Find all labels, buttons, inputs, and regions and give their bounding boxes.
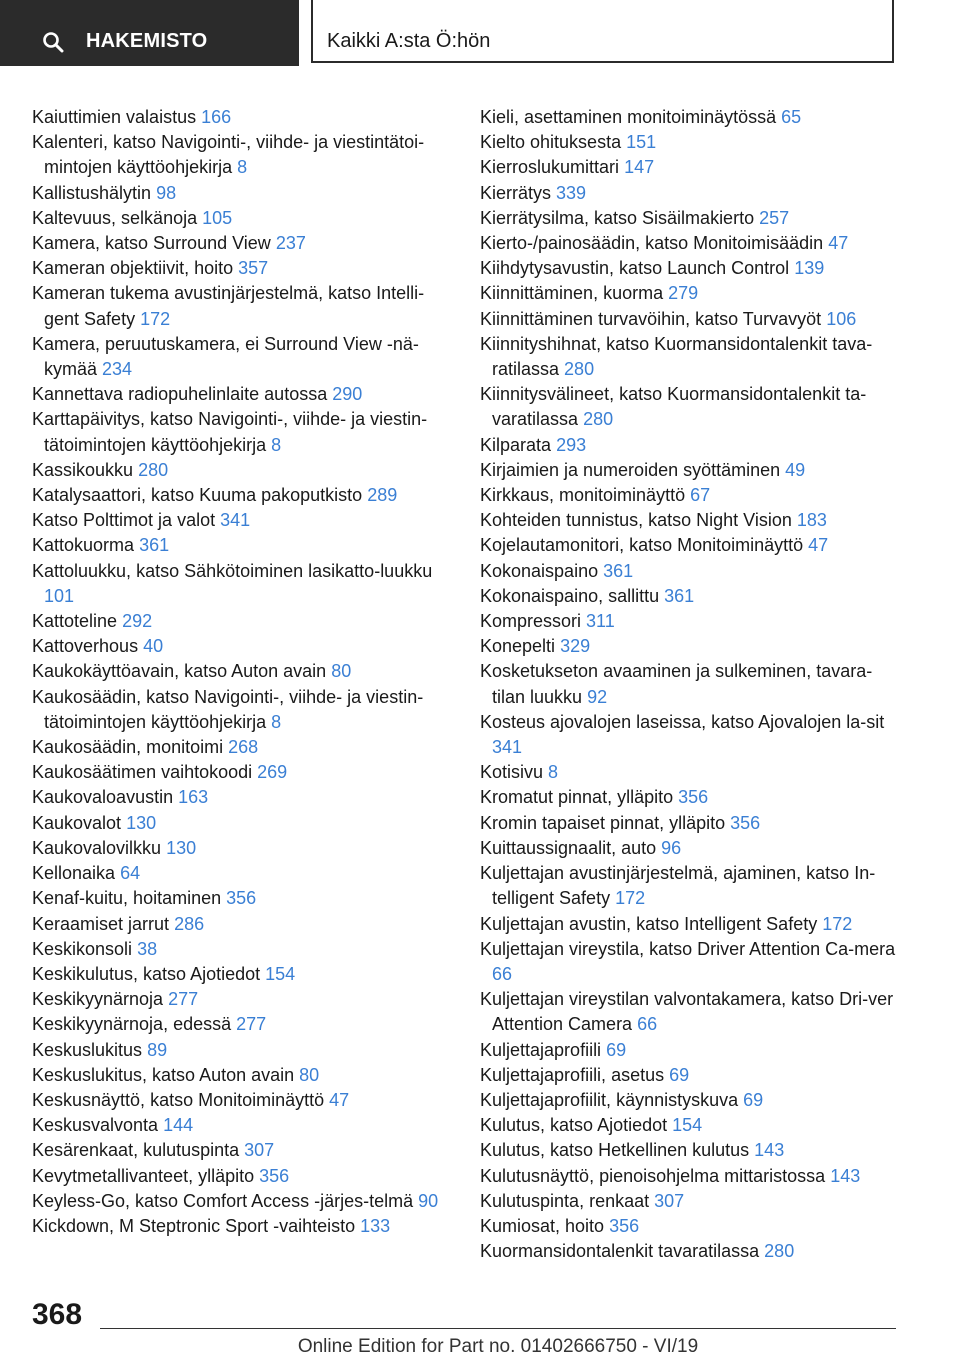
page-link[interactable]: 341: [492, 737, 523, 758]
index-entry: [32, 760, 452, 785]
page-link[interactable]: 47: [828, 233, 849, 254]
index-entry-text: Konepelti: [480, 636, 556, 657]
index-entry-text: Kielto ohituksesta: [480, 132, 622, 153]
index-entry-text: Keskusnäyttö, katso Monitoiminäyttö: [32, 1089, 325, 1110]
index-entry: [480, 811, 900, 836]
index-entry: [480, 1239, 900, 1264]
page-link[interactable]: 8: [237, 157, 248, 178]
page-link[interactable]: 69: [606, 1039, 627, 1060]
index-entry-text: Keskuslukitus, katso Auton avain: [32, 1064, 295, 1085]
index-entry: [32, 407, 452, 457]
index-entry-text: Karttapäivitys, katso Navigointi-, viihde- ja viestin-tätoimintojen käyttöohjekirja: [32, 409, 428, 455]
index-entry: [480, 181, 900, 206]
page-link[interactable]: 339: [556, 182, 587, 203]
page-link[interactable]: 293: [556, 434, 587, 455]
page-link[interactable]: 105: [202, 207, 233, 228]
page-link[interactable]: 130: [126, 812, 157, 833]
index-entry: [32, 609, 452, 634]
index-entry: [32, 105, 452, 130]
page-link[interactable]: 341: [220, 510, 251, 531]
index-entry-text: Kuljettajan vireystila, katso Driver Attention Ca-mera: [480, 938, 896, 959]
index-entry: [32, 937, 452, 962]
page-link[interactable]: 66: [637, 1014, 658, 1035]
index-entry-text: Kuljettajan vireystilan valvontakamera, katso Dri-ver Attention Camera: [480, 989, 894, 1035]
page-link[interactable]: 237: [275, 233, 306, 254]
index-entry: [480, 937, 900, 987]
index-entry: [480, 559, 900, 584]
page-link[interactable]: 356: [609, 1215, 640, 1236]
index-entry-text: Katso Polttimot ja valot: [32, 510, 216, 531]
page-link[interactable]: 80: [331, 661, 352, 682]
index-entry: [480, 1038, 900, 1063]
index-entry-text: Keyless-Go, katso Comfort Access -järjes-telmä: [32, 1190, 414, 1211]
index-entry-text: Kulutusnäyttö, pienoisohjelma mittaristossa: [480, 1165, 826, 1186]
index-entry: [480, 533, 900, 558]
page-link[interactable]: 356: [730, 812, 761, 833]
page-link[interactable]: 40: [143, 636, 164, 657]
index-entry-text: Kellonaika: [32, 863, 116, 884]
index-entry: [32, 886, 452, 911]
page-link[interactable]: 357: [238, 258, 269, 279]
page-number: 368: [32, 1298, 83, 1331]
index-entry: [32, 1012, 452, 1037]
page-link[interactable]: 163: [178, 787, 209, 808]
index-entry-text: Kiinnittäminen turvavöihin, katso Turvavyöt: [480, 308, 822, 329]
page-link[interactable]: 66: [492, 963, 513, 984]
index-entry-text: Kamera, katso Surround View: [32, 233, 271, 254]
index-entry-text: Kuljettajan avustinjärjestelmä, ajaminen, katso In-telligent Safety: [480, 863, 876, 909]
page-link[interactable]: 69: [743, 1089, 764, 1110]
index-entry: [480, 281, 900, 306]
index-entry: [32, 508, 452, 533]
page-link[interactable]: 361: [603, 560, 634, 581]
index-entry: [480, 1113, 900, 1138]
index-entry: [32, 206, 452, 231]
page-link[interactable]: 234: [102, 359, 133, 380]
page-link[interactable]: 144: [163, 1115, 194, 1136]
index-entry: [480, 861, 900, 911]
index-entry: [32, 231, 452, 256]
index-entry-text: Kevytmetallivanteet, ylläpito: [32, 1165, 255, 1186]
index-entry: [32, 1088, 452, 1113]
index-entry-text: Kaukosäädin, katso Navigointi-, viihde- ja viestin-tätoimintojen käyttöohjekirja: [32, 686, 424, 732]
index-entry-text: Kattoverhous: [32, 636, 139, 657]
page-link[interactable]: 361: [664, 585, 695, 606]
index-entry: [32, 735, 452, 760]
index-entry-text: Kiinnityshihnat, katso Kuormansidontalenkit tava-ratilassa: [480, 333, 873, 380]
index-entry-text: Kuljettajaprofiilit, käynnistyskuva: [480, 1089, 739, 1110]
index-entry: [480, 584, 900, 609]
page-link[interactable]: 96: [661, 837, 682, 858]
index-entry-text: Katalysaattori, katso Kuuma pakoputkisto: [32, 485, 363, 506]
index-entry-text: Kierrätysilma, katso Sisäilmakierto: [480, 207, 755, 228]
page-link[interactable]: 166: [201, 107, 232, 127]
index-entry-text: Keskusvalvonta: [32, 1115, 159, 1136]
index-entry-text: Kuljettajan avustin, katso Intelligent Safety: [480, 913, 818, 934]
page-link[interactable]: 49: [785, 459, 806, 480]
index-entry: [480, 609, 900, 634]
index-entry: [32, 1113, 452, 1138]
index-entry: [480, 659, 900, 709]
index-entry: [480, 508, 900, 533]
index-entry: [480, 256, 900, 281]
index-entry: [32, 785, 452, 810]
page-link[interactable]: 307: [244, 1140, 275, 1161]
index-entry: [32, 1038, 452, 1063]
page-link[interactable]: 172: [140, 308, 171, 329]
index-entry: [32, 483, 452, 508]
index-entry-text: Keskikonsoli: [32, 938, 133, 959]
index-entry-text: Kierroslukumittari: [480, 157, 620, 178]
page-link[interactable]: 67: [690, 485, 711, 506]
index-entry: [32, 458, 452, 483]
page-link[interactable]: 289: [367, 485, 398, 506]
page-link[interactable]: 65: [781, 107, 802, 127]
page-link[interactable]: 183: [796, 510, 827, 531]
index-entry-text: Kassikoukku: [32, 459, 134, 480]
index-entry: [480, 836, 900, 861]
index-entry-text: Kickdown, M Steptronic Sport -vaihteisto: [32, 1215, 356, 1236]
index-entry-text: Kaukosäätimen vaihtokoodi: [32, 762, 253, 783]
index-entry-text: Kattokuorma: [32, 535, 135, 556]
index-entry-text: Kannettava radiopuhelinlaite autossa: [32, 384, 328, 405]
page-link[interactable]: 101: [44, 585, 75, 606]
index-entry-text: Kallistushälytin: [32, 182, 152, 203]
index-entry: [480, 332, 900, 382]
page-link[interactable]: 269: [257, 762, 288, 783]
page-link[interactable]: 106: [826, 308, 857, 329]
index-entry-text: Kromin tapaiset pinnat, ylläpito: [480, 812, 726, 833]
page-link[interactable]: 277: [236, 1014, 267, 1035]
index-entry: [480, 1063, 900, 1088]
index-entry-text: Kameran objektiivit, hoito: [32, 258, 234, 279]
index-entry-text: Kiihdytysavustin, katso Launch Control: [480, 258, 790, 279]
index-entry-text: Kaukovalovilkku: [32, 837, 162, 858]
page-link[interactable]: 154: [672, 1115, 703, 1136]
index-entry-text: Kierrätys: [480, 182, 552, 203]
index-entry-text: Kosketukseton avaaminen ja sulkeminen, tavara-tilan luukku: [480, 661, 873, 707]
index-entry: [480, 987, 900, 1037]
page-link[interactable]: 89: [147, 1039, 168, 1060]
page-link[interactable]: 311: [586, 611, 615, 632]
index-entry-text: Kalenteri, katso Navigointi-, viihde- ja viestintätoi-mintojen käyttöohjekirja: [32, 132, 425, 178]
index-entry: [480, 231, 900, 256]
page-link[interactable]: 292: [122, 611, 153, 632]
index-entry-text: Kaukokäyttöavain, katso Auton avain: [32, 661, 327, 682]
index-entry: [480, 155, 900, 180]
page-link[interactable]: 286: [174, 913, 205, 934]
page-link[interactable]: 329: [560, 636, 591, 657]
index-entry-text: Kulutus, katso Ajotiedot: [480, 1115, 668, 1136]
index-entry-text: Kamera, peruutuskamera, ei Surround View -nä-kymää: [32, 333, 419, 380]
index-entry: [480, 433, 900, 458]
index-entry: [480, 1088, 900, 1113]
index-entry-text: Kosteus ajovalojen laseissa, katso Ajovalojen la-sit: [480, 711, 885, 732]
page-link[interactable]: 69: [669, 1064, 690, 1085]
index-entry-text: Kojelautamonitori, katso Monitoiminäyttö: [480, 535, 804, 556]
index-entry: [480, 483, 900, 508]
index-entry: [480, 206, 900, 231]
index-entry: [480, 1214, 900, 1239]
page-link[interactable]: 47: [808, 535, 829, 556]
index-entry-text: Kuormansidontalenkit tavaratilassa: [480, 1241, 760, 1262]
page-link[interactable]: 98: [156, 182, 177, 203]
index-entry-text: Kaukosäädin, monitoimi: [32, 737, 224, 758]
index-entry-text: Kokonaispaino: [480, 560, 599, 581]
edition-footer: Online Edition for Part no. 01402666750 - VI/19: [297, 1336, 699, 1357]
index-entry-text: Keskuslukitus: [32, 1039, 143, 1060]
index-entry: [480, 458, 900, 483]
index-entry: [480, 1189, 900, 1214]
index-entry: [32, 962, 452, 987]
page-link[interactable]: 154: [265, 963, 296, 984]
page-link[interactable]: 151: [626, 132, 657, 153]
index-entry: [480, 710, 900, 760]
top-navigation-bar: [0, 0, 960, 66]
index-entry: [480, 760, 900, 785]
index-entry-text: Kilparata: [480, 434, 552, 455]
index-entry-text: Kaukovalot: [32, 812, 122, 833]
index-entry: [32, 987, 452, 1012]
index-entry-text: Kirjaimien ja numeroiden syöttäminen: [480, 459, 781, 480]
page-link[interactable]: 8: [271, 434, 282, 455]
index-entry: [32, 861, 452, 886]
index-entry-text: Keraamiset jarrut: [32, 913, 170, 934]
page-link[interactable]: 147: [624, 157, 655, 178]
index-entry: [32, 634, 452, 659]
index-entry: [32, 1063, 452, 1088]
page-link[interactable]: 280: [764, 1241, 795, 1262]
page-link[interactable]: 172: [822, 913, 853, 934]
index-entry-text: Keskikyynärnoja, edessä: [32, 1014, 232, 1035]
page-link[interactable]: 290: [332, 384, 363, 405]
page-link[interactable]: 356: [678, 787, 709, 808]
index-column-right: [480, 105, 900, 1264]
index-entry: [32, 1189, 452, 1214]
index-entry-text: Kaiuttimien valaistus: [32, 107, 197, 127]
index-entry-text: Kotisivu: [480, 762, 544, 783]
page-link[interactable]: 64: [120, 863, 141, 884]
index-entry-text: Kameran tukema avustinjärjestelmä, katso Intelli-gent Safety: [32, 283, 425, 329]
index-entry-text: Kuljettajaprofiili: [480, 1039, 602, 1060]
index-entry: [32, 130, 452, 180]
index-entry: [480, 1138, 900, 1163]
page-link[interactable]: 130: [166, 837, 197, 858]
search-icon: [42, 31, 64, 53]
page-link[interactable]: 280: [138, 459, 169, 480]
index-entry-text: Kohteiden tunnistus, katso Night Vision: [480, 510, 792, 531]
a-to-z-tab-label: Kaikki A:sta Ö:hön: [327, 30, 491, 52]
page-link[interactable]: 80: [299, 1064, 320, 1085]
page-link[interactable]: 8: [271, 711, 282, 732]
index-entry-text: Kirkkaus, monitoiminäyttö: [480, 485, 686, 506]
index-entry-text: Keskikyynärnoja: [32, 989, 164, 1010]
index-entry-text: Kesärenkaat, kulutuspinta: [32, 1140, 240, 1161]
index-entry: [480, 307, 900, 332]
index-tab-label: HAKEMISTO: [86, 30, 208, 52]
page-link[interactable]: 356: [226, 888, 257, 909]
index-tab[interactable]: [0, 0, 299, 66]
page-link[interactable]: 279: [668, 283, 699, 304]
index-entry: [480, 130, 900, 155]
page-link[interactable]: 172: [615, 888, 646, 909]
index-entry: [32, 1214, 452, 1239]
index-entry: [32, 659, 452, 684]
index-entry: [32, 181, 452, 206]
index-entry: [32, 533, 452, 558]
index-entry: [32, 836, 452, 861]
index-entry: [480, 105, 900, 130]
index-entry: [32, 256, 452, 281]
index-entry-text: Kierto-/painosäädin, katso Monitoimisäädin: [480, 233, 824, 254]
page-link[interactable]: 90: [418, 1190, 439, 1211]
index-entry-text: Kompressori: [480, 611, 582, 632]
index-entry: [480, 785, 900, 810]
index-entry: [32, 559, 452, 609]
index-entry: [32, 332, 452, 382]
page-link[interactable]: 8: [548, 762, 559, 783]
index-entry-text: Kaltevuus, selkänoja: [32, 207, 198, 228]
a-to-z-tab[interactable]: [311, 0, 894, 63]
index-entry: [32, 281, 452, 331]
page-link[interactable]: 277: [168, 989, 199, 1010]
index-entry-text: Kiinnittäminen, kuorma: [480, 283, 664, 304]
index-entry-text: Kaukovaloavustin: [32, 787, 174, 808]
page-link[interactable]: 38: [137, 938, 158, 959]
index-column-left: [32, 105, 452, 1239]
page-link[interactable]: 92: [587, 686, 608, 707]
index-entry-text: Kromatut pinnat, ylläpito: [480, 787, 674, 808]
index-entry: [32, 1138, 452, 1163]
page-link[interactable]: 47: [329, 1089, 350, 1110]
index-entry-text: Kattoteline: [32, 611, 118, 632]
index-entry: [32, 811, 452, 836]
index-entry: [480, 382, 900, 432]
index-entry-text: Kuittaussignaalit, auto: [480, 837, 657, 858]
index-entry-text: Kuljettajaprofiili, asetus: [480, 1064, 665, 1085]
index-entry-text: Keskikulutus, katso Ajotiedot: [32, 963, 261, 984]
index-entry-text: Kiinnitysvälineet, katso Kuormansidontalenkit ta-varatilassa: [480, 384, 867, 430]
index-entry-text: Kattoluukku, katso Sähkötoiminen lasikatto-luukku: [32, 560, 433, 581]
index-entry-text: Kieli, asettaminen monitoiminäytössä: [480, 107, 777, 127]
page-link[interactable]: 280: [583, 409, 614, 430]
index-entry-text: Kulutuspinta, renkaat: [480, 1190, 650, 1211]
index-entry: [32, 1164, 452, 1189]
page-link[interactable]: 268: [228, 737, 259, 758]
page-link[interactable]: 307: [654, 1190, 685, 1211]
page-link[interactable]: 143: [754, 1140, 785, 1161]
footer-divider: [100, 1328, 896, 1329]
page-link[interactable]: 143: [830, 1165, 861, 1186]
index-entry-text: Kokonaispaino, sallittu: [480, 585, 660, 606]
index-entry-text: Kumiosat, hoito: [480, 1215, 605, 1236]
index-entry: [480, 634, 900, 659]
page-link[interactable]: 139: [794, 258, 825, 279]
index-entry: [32, 382, 452, 407]
index-entry: [32, 685, 452, 735]
page-link[interactable]: 280: [564, 359, 595, 380]
page-link[interactable]: 361: [139, 535, 170, 556]
index-entry: [32, 912, 452, 937]
index-entry: [480, 912, 900, 937]
index-entry: [480, 1164, 900, 1189]
page-link[interactable]: 257: [759, 207, 790, 228]
page-link[interactable]: 133: [360, 1215, 391, 1236]
index-entry-text: Kulutus, katso Hetkellinen kulutus: [480, 1140, 750, 1161]
index-entry-text: Kenaf-kuitu, hoitaminen: [32, 888, 222, 909]
page-link[interactable]: 356: [259, 1165, 290, 1186]
